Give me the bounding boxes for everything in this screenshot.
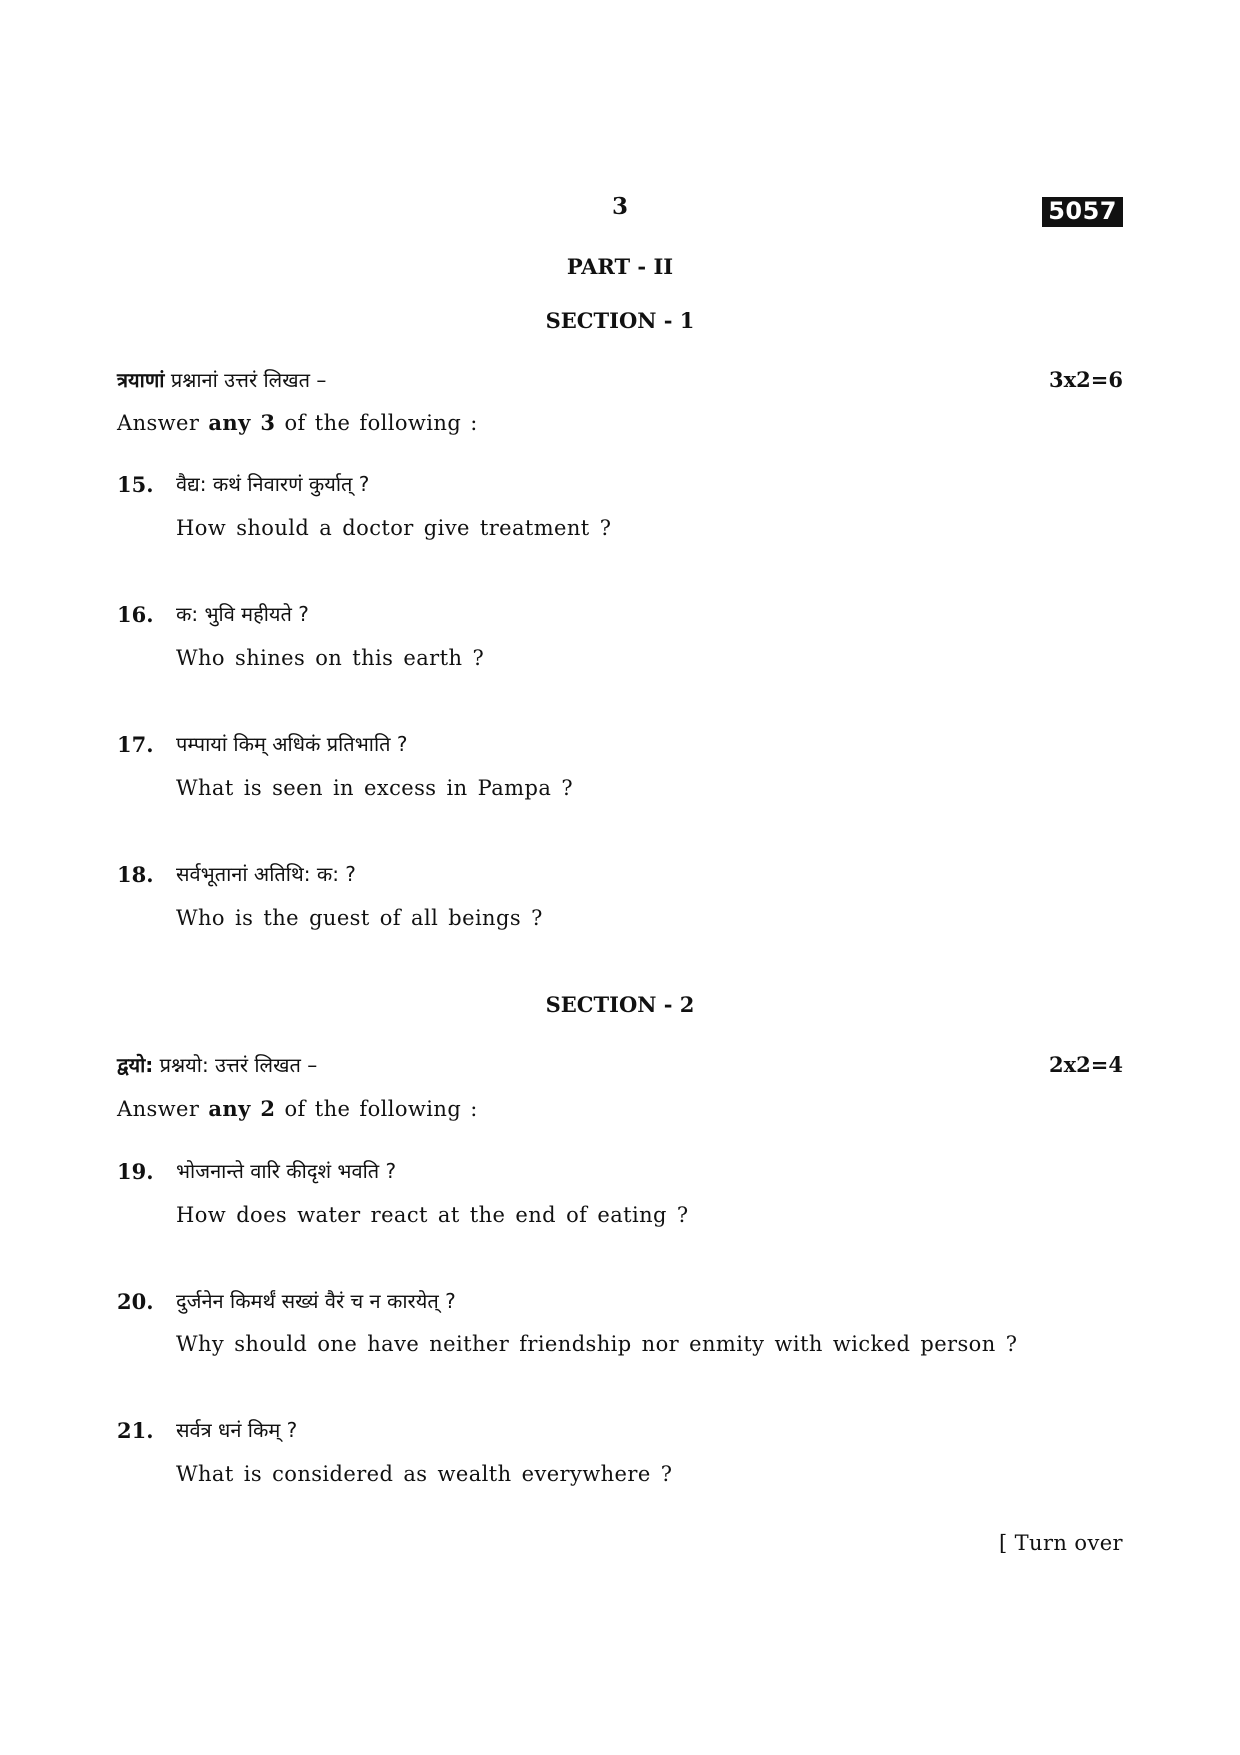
- question-20-sanskrit: दुर्जनेन किमर्थं सख्यं वैरं च न कारयेत् ?: [176, 1289, 456, 1313]
- question-21-english: What is considered as wealth everywhere ?: [176, 1462, 673, 1486]
- question-17-number: 17.: [117, 732, 154, 757]
- question-16-sanskrit: क: भुवि महीयते ?: [176, 602, 309, 626]
- turn-over-note: [ Turn over: [998, 1531, 1123, 1555]
- question-17-sanskrit: पम्पायां किम् अधिकं प्रतिभाति ?: [176, 732, 408, 756]
- question-15-sanskrit: वैद्य: कथं निवारणं कुर्यात् ?: [176, 472, 370, 496]
- paper-code-badge: 5057: [1042, 197, 1123, 227]
- section-2-instruction-sanskrit: द्वयो: प्रश्नयो: उत्तरं लिखत –: [117, 1053, 318, 1077]
- question-16-number: 16.: [117, 602, 154, 627]
- question-20-english: Why should one have neither friendship nor enmity with wicked person ?: [176, 1332, 1018, 1356]
- page-number: 3: [611, 193, 628, 220]
- section-2-marks: 2x2=4: [1049, 1052, 1123, 1077]
- question-21-sanskrit: सर्वत्र धनं किम् ?: [176, 1418, 298, 1442]
- question-15-english: How should a doctor give treatment ?: [176, 516, 612, 540]
- part-title: PART - II: [566, 254, 674, 279]
- question-19-sanskrit: भोजनान्ते वारि कीदृशं भवति ?: [176, 1159, 397, 1183]
- section-1-instruction-sanskrit: त्रयाणां प्रश्नानां उत्तरं लिखत –: [117, 368, 327, 392]
- question-18-english: Who is the guest of all beings ?: [176, 906, 543, 930]
- question-19-number: 19.: [117, 1159, 154, 1184]
- question-18-sanskrit: सर्वभूतानां अतिथि: क: ?: [176, 862, 356, 886]
- section-1-instruction-english: Answer any 3 of the following :: [117, 410, 478, 435]
- question-18-number: 18.: [117, 862, 154, 887]
- section-2-instruction-english: Answer any 2 of the following :: [117, 1096, 478, 1121]
- question-20-number: 20.: [117, 1289, 154, 1314]
- section-1-title: SECTION - 1: [545, 308, 695, 333]
- section-1-marks: 3x2=6: [1049, 367, 1123, 392]
- question-15-number: 15.: [117, 472, 154, 497]
- question-21-number: 21.: [117, 1418, 154, 1443]
- section-2-title: SECTION - 2: [545, 992, 695, 1017]
- question-17-english: What is seen in excess in Pampa ?: [176, 776, 573, 800]
- question-19-english: How does water react at the end of eating ?: [176, 1203, 689, 1227]
- question-16-english: Who shines on this earth ?: [176, 646, 485, 670]
